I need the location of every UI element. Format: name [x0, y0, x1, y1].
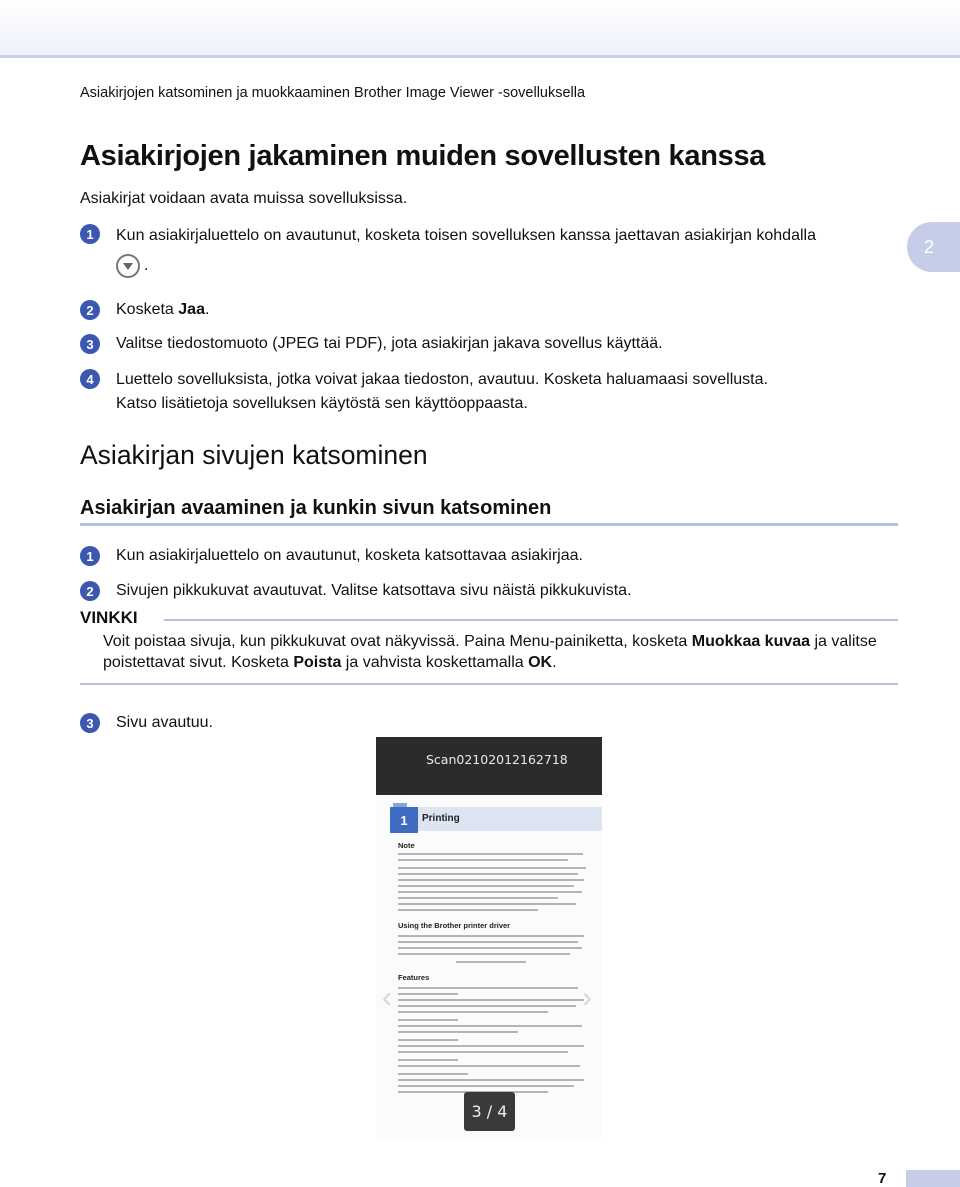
- text-line: [398, 897, 558, 899]
- note-end-rule: [80, 683, 898, 685]
- note-text: Voit poistaa sivuja, kun pikkukuvat ovat näkyvissä. Paina Menu-painiketta, kosketa: [103, 633, 692, 650]
- chapter-number: 1: [390, 807, 418, 833]
- step-number: 1: [80, 224, 100, 244]
- text-line: [398, 1059, 458, 1061]
- text-line: [456, 961, 526, 963]
- text-line: [398, 873, 578, 875]
- text-line: [398, 935, 584, 937]
- document-title: Scan02102012162718: [426, 752, 568, 767]
- text-line: [398, 1025, 582, 1027]
- step-number: 1: [80, 546, 100, 566]
- text-line: [398, 999, 584, 1001]
- text-line: [398, 879, 584, 881]
- step-text: Sivu avautuu.: [116, 714, 213, 731]
- text-line: [398, 1019, 458, 1021]
- page-indicator: 3 / 4: [464, 1092, 515, 1131]
- note-text: .: [552, 654, 557, 671]
- app-screenshot: [376, 737, 602, 1139]
- step-text: Sivujen pikkukuvat avautuvat. Valitse katsottava sivu näistä pikkukuvista.: [116, 582, 632, 599]
- section-title: Asiakirjojen jakaminen muiden sovellusten kanssa: [80, 140, 766, 172]
- text-line: [398, 909, 538, 911]
- text-line: [398, 853, 583, 855]
- text-line: [398, 1039, 458, 1041]
- text-line: [398, 953, 570, 955]
- step-text-bold: Jaa: [178, 301, 205, 318]
- note-text: ja valitse poistettavat sivut. Kosketa: [103, 633, 877, 671]
- step-number: 2: [80, 581, 100, 601]
- text-line: [398, 941, 578, 943]
- text-line: [398, 903, 576, 905]
- step-text: Kun asiakirjaluettelo on avautunut, kosketa katsottavaa asiakirjaa.: [116, 547, 583, 564]
- chapter-tab-number: 2: [924, 236, 935, 257]
- section-heading: Features: [398, 973, 430, 982]
- running-head: Asiakirjojen katsominen ja muokkaaminen Brother Image Viewer -sovelluksella: [80, 85, 586, 101]
- text-line: [398, 1079, 584, 1081]
- step-number: 4: [80, 369, 100, 389]
- text-line: [398, 1045, 584, 1047]
- next-page-arrow-icon[interactable]: ›: [582, 981, 592, 1014]
- section-heading: Using the Brother printer driver: [398, 921, 511, 930]
- note-text: ja vahvista koskettamalla: [341, 654, 529, 671]
- step-text-line: Katso lisätietoja sovelluksen käytöstä sen käyttöoppaasta.: [116, 395, 528, 412]
- subsection-title: Asiakirjan avaaminen ja kunkin sivun katsominen: [80, 497, 552, 519]
- step-text: Valitse tiedostomuoto (JPEG tai PDF), jota asiakirjan jakava sovellus käyttää.: [116, 335, 663, 352]
- note-bold: OK: [528, 654, 553, 671]
- text-line: [398, 1031, 518, 1033]
- step-text: [116, 224, 816, 278]
- step-text-post: .: [204, 301, 210, 318]
- step-text: [116, 368, 768, 416]
- text-line: [398, 993, 458, 995]
- text-line: [398, 1073, 468, 1075]
- step-text-line: Luettelo sovelluksista, jotka voivat jakaa tiedoston, avautuu. Kosketa haluamaasi sovellusta.: [116, 371, 768, 388]
- page-number-bar: [906, 1170, 960, 1187]
- text-line: [398, 1051, 568, 1053]
- note-body: [103, 631, 898, 673]
- document-page-preview: [376, 795, 602, 1139]
- chapter-title: Printing: [422, 813, 460, 824]
- note-heading: Note: [398, 841, 415, 850]
- text-line: [398, 1085, 574, 1087]
- step-number: 3: [80, 713, 100, 733]
- text-line: [398, 885, 574, 887]
- text-line: [398, 1065, 580, 1067]
- text-line: [398, 859, 568, 861]
- note-bold: Muokkaa kuvaa: [691, 633, 811, 650]
- step-text: [116, 298, 209, 322]
- share-menu-icon: [116, 254, 140, 278]
- text-line: [398, 987, 578, 989]
- section-intro: Asiakirjat voidaan avata muissa sovelluksissa.: [80, 190, 408, 207]
- text-line: [398, 1005, 576, 1007]
- note-rule: [164, 619, 898, 621]
- step-text-pre: Kosketa: [116, 301, 179, 318]
- text-line: [398, 867, 586, 869]
- text-line: [398, 891, 582, 893]
- step-text-line: Kun asiakirjaluettelo on avautunut, kosketa toisen sovelluksen kanssa jaettavan asiakirjan kohdalla: [116, 227, 816, 244]
- note-bold: Poista: [293, 654, 342, 671]
- text-line: [398, 947, 582, 949]
- step-number: 2: [80, 300, 100, 320]
- note-label: VINKKI: [80, 608, 138, 627]
- top-banner: [0, 0, 960, 58]
- section-title: Asiakirjan sivujen katsominen: [80, 440, 428, 470]
- subsection-rule: [80, 523, 898, 526]
- step-number: 3: [80, 334, 100, 354]
- previous-page-arrow-icon[interactable]: ‹: [382, 981, 392, 1014]
- step-text-suffix: .: [144, 257, 149, 275]
- chapter-tab: [907, 222, 960, 272]
- text-line: [398, 1011, 548, 1013]
- page-number: 7: [878, 1170, 887, 1187]
